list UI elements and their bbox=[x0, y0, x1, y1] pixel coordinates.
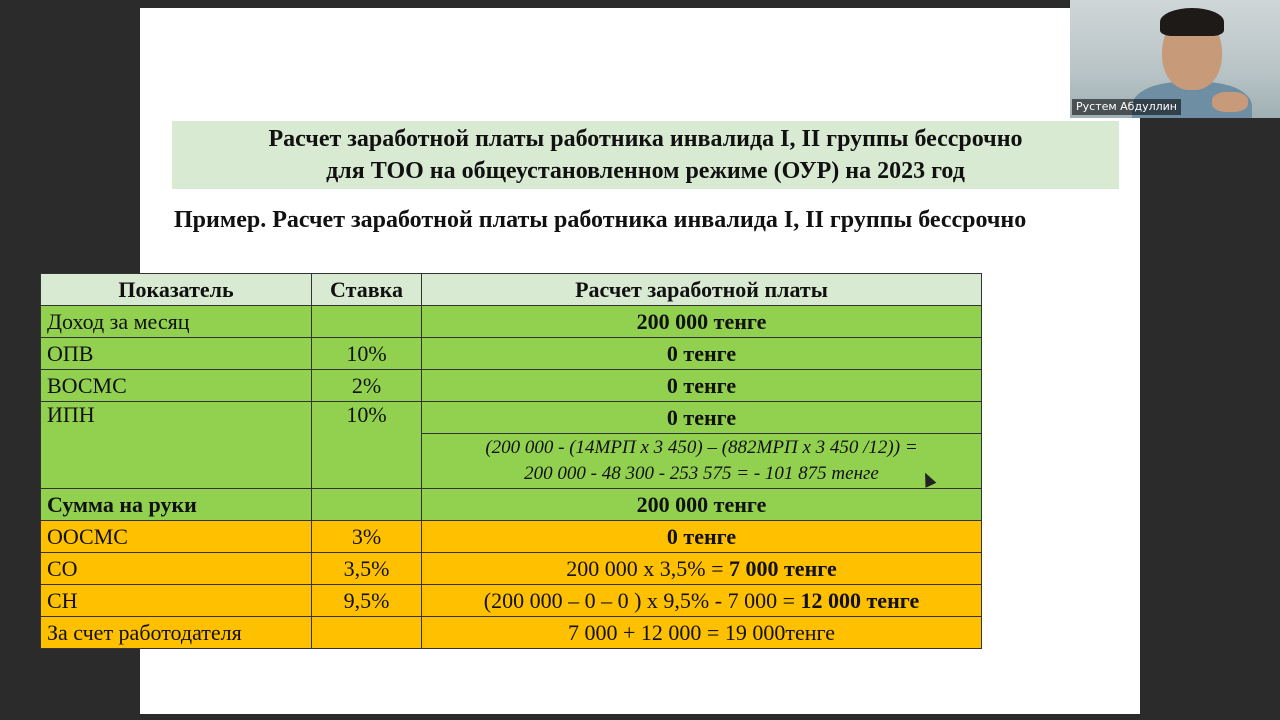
row-rate bbox=[312, 489, 422, 521]
table-row bbox=[41, 553, 982, 585]
participant-hand bbox=[1212, 92, 1248, 112]
row-name: ООСМС bbox=[41, 521, 312, 553]
row-name: СО bbox=[41, 553, 312, 585]
table-row bbox=[41, 306, 982, 338]
example-heading: Пример. Расчет заработной платы работника инвалида I, II группы бессрочно bbox=[174, 207, 1027, 233]
row-calc bbox=[422, 553, 982, 585]
table-row bbox=[41, 617, 982, 649]
row-rate: 10% bbox=[312, 402, 422, 489]
row-rate: 9,5% bbox=[312, 585, 422, 617]
row-calc: 0 тенге bbox=[422, 338, 982, 370]
webcam-video-tile[interactable] bbox=[1070, 0, 1280, 118]
table-row bbox=[41, 521, 982, 553]
participant-name-label: Рустем Абдуллин bbox=[1072, 99, 1181, 115]
row-calc: 200 000 тенге bbox=[422, 306, 982, 338]
row-name: ИПН bbox=[41, 402, 312, 489]
row-rate: 10% bbox=[312, 338, 422, 370]
header-rate: Ставка bbox=[312, 274, 422, 306]
table-row bbox=[41, 585, 982, 617]
formula-line-1: (200 000 - (14МРП х 3 450) – (882МРП х 3 450 /12)) = bbox=[485, 437, 918, 458]
table-row bbox=[41, 489, 982, 521]
row-name: ОПВ bbox=[41, 338, 312, 370]
row-calc bbox=[422, 585, 982, 617]
row-rate bbox=[312, 617, 422, 649]
row-name: За счет работодателя bbox=[41, 617, 312, 649]
row-calc: 0 тенге bbox=[422, 521, 982, 553]
header-indicator: Показатель bbox=[41, 274, 312, 306]
row-rate: 3,5% bbox=[312, 553, 422, 585]
row-name: Сумма на руки bbox=[41, 489, 312, 521]
ipn-formula bbox=[422, 434, 982, 489]
table-row bbox=[41, 370, 982, 402]
calc-result: 12 000 тенге bbox=[800, 587, 920, 613]
row-calc: 0 тенге bbox=[422, 402, 982, 434]
formula-line-2: 200 000 - 48 300 - 253 575 = - 101 875 тенге bbox=[524, 463, 879, 484]
calc-prefix: 200 000 х 3,5% = bbox=[566, 555, 729, 581]
title-line-2: для ТОО на общеустановленном режиме (ОУР) на 2023 год bbox=[326, 158, 965, 184]
row-calc: 7 000 + 12 000 = 19 000тенге bbox=[422, 617, 982, 649]
row-name: СН bbox=[41, 585, 312, 617]
table-row bbox=[41, 338, 982, 370]
row-calc: 0 тенге bbox=[422, 370, 982, 402]
header-calculation: Расчет заработной платы bbox=[422, 274, 982, 306]
table-header-row bbox=[41, 274, 982, 306]
calc-result: 7 000 тенге bbox=[729, 555, 837, 581]
salary-calculation-table bbox=[40, 273, 982, 649]
table-row bbox=[41, 402, 982, 434]
participant-hair bbox=[1160, 8, 1224, 36]
title-line-1: Расчет заработной платы работника инвалида I, II группы бессрочно bbox=[268, 126, 1023, 152]
row-rate bbox=[312, 306, 422, 338]
row-rate: 3% bbox=[312, 521, 422, 553]
row-name: Доход за месяц bbox=[41, 306, 312, 338]
row-rate: 2% bbox=[312, 370, 422, 402]
slide-title bbox=[172, 121, 1119, 189]
calc-prefix: (200 000 – 0 – 0 ) х 9,5% - 7 000 = bbox=[483, 587, 801, 613]
row-name: ВОСМС bbox=[41, 370, 312, 402]
row-calc: 200 000 тенге bbox=[422, 489, 982, 521]
